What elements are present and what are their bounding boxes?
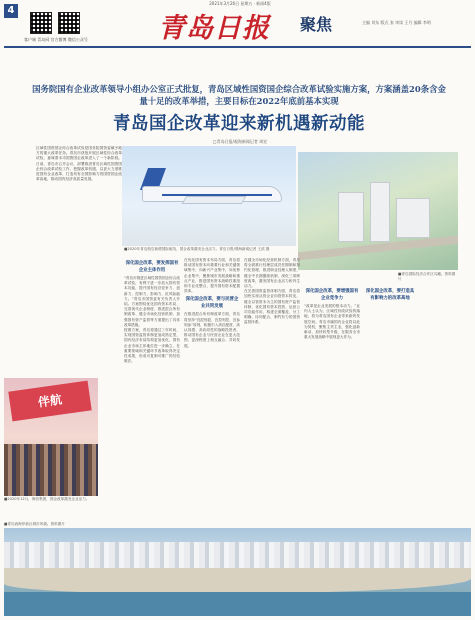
headline: 青岛国企改革迎来新机遇新动能 [113,114,365,134]
event-photo [4,378,98,496]
body-column [244,258,300,524]
crowd [4,444,98,496]
body-column [304,286,360,524]
building [338,192,364,242]
date-line: 2021年3月26日 星期五 · 新闻4版 [209,1,271,6]
byline: □青岛日报/观海新闻记者 周宏 [212,139,268,144]
shoreline [4,568,471,594]
qr-caption: 客户端 青岛网 官方微博 微信公众号 [24,37,88,42]
city-rendering-photo [298,152,458,270]
masthead [0,0,475,46]
subheading: 深化国企改革，要与民营企业共同发展 [185,297,239,310]
body-column [418,286,470,524]
body-column [364,286,416,524]
paragraph: 在推进混合所有制改革方面，青岛将坚持“宜混则混、宜控则控、宜参则参”原则，积极引入高匹配度、高认同感、高协同性的战略投资者，推动国有企业与民营企业在更大范围、更深程度上相互融合、共同发展。 [184,312,240,348]
qr-code-icon [30,12,52,34]
subheading: 深化国企改革，要发挥国有企业主体作用 [125,261,179,273]
body-column [124,258,180,524]
paragraph: “青岛市推进区域性国资国企综合改革试验，有利于进一步放大国有资本功能，提升国有经济竞争力、创新力、控制力、影响力、抗风险能力。”青岛市国资委有关负责人介绍。方案围绕优化国有资本布局、完善现代企业制度、推进混合所有制改革、健全市场化经营机制、加强国有资产监管等方面提出了具体改革措施。 [124,276,180,327]
paragraph: “改革是企业发展的根本动力。”业内人士认为，区域性综改试验的落地，将为青岛国有企业带来新的发展空间。青岛市属国有企业将以此为契机，聚焦主责主业，强化创新驱动，加快转型升级，在服务全市重大发展战略中展现更大作为。 [304,304,360,340]
building [370,182,390,242]
photo-caption: ■青岛西海岸新区城市风貌。资料图片 [4,522,65,526]
sea [4,592,471,616]
bay-panorama-photo [4,528,471,616]
page-number: 4 [4,4,18,18]
photo-banner-text: 伴航 [8,381,91,422]
photo-caption: ■青岛国际经济合作区鸟瞰。资料图片 [398,272,456,281]
section-name: 聚焦 [300,15,333,34]
plane-wing [182,196,247,204]
masthead-rule [4,46,471,48]
photo-caption: ■2020年青岛航空新增国际航线，国企改革激发企业活力。青岛日报/观海新闻记者 王滨 摄 [124,247,270,251]
subheading: 深化国企改革，要打造具有影响力的改革高地 [365,289,415,301]
skyline [4,542,471,568]
paragraph: 在完善国资监管体制方面，青岛将加快实现从管企业向管资本转变，健全以管资本为主的国有资产监管体制，优化国有资本投资、运营公司功能作用，构建全面覆盖、分工明确、协同配合、制约有力的国资监管体系。 [244,289,300,325]
body-column [184,258,240,524]
editor-credits: 主编 刘东 版式 张 审读 王月 编辑 李明 [362,20,431,25]
paragraph: 按照方案，青岛将通过三年时间，实现国资监管体制更加成熟定型，国有经济布局结构更加优化，国有企业市场主体地位进一步确立，在重要领域和关键环节改革取得决定性成果，形成可复制可推广的经验做法。 [124,328,180,364]
qr-code-icon [58,12,80,34]
lead-paragraph: 区域性国资国企综合改革试验是国务院国资委赋予地方的重大改革任务。青岛市获批开展区域性综合改革试验，意味着本市国资国企改革进入了一个新阶段。日前，青岛市召开会议，部署推进青岛区域性国资国企综合改革试验工作，把握改革机遇，以更大力度推进国有企业改革，打造具有全国影响力的国资国企改革高地，推动国有经济高质量发展。 [36,146,122,182]
photo-caption: ■2020年12月，海信集团，国企改革激发企业活力。 [4,497,90,501]
subheading: 深化国企改革，要增强国有企业竞争力 [305,289,359,301]
paragraph: 在优化国有资本布局方面，青岛将推动国有资本向重要行业和关键领域集中，向新兴产业集中，向优势企业集中，聚焦城市发展战略和重点产业，推进国有资本战略性重组和专业化整合，提升国有资本配置效率。 [184,258,240,294]
building [396,198,430,238]
headline-intro: 国务院国有企业改革领导小组办公室正式批复，青岛区域性国资国企综合改革试验实施方案，方案涵盖20条含金量十足的改革举措，主要目标在2022年底前基本实现 [32,84,446,106]
paragraph: 在健全市场化经营机制方面，青岛将全面推行经理层成员任期制和契约化管理，推进职业经理人制度，健全中长期激励机制，深化三项制度改革，激发国有企业活力和内生动力。 [244,258,300,289]
airplane-photo [122,146,296,246]
newspaper-logo: 青岛日报 [158,13,270,44]
